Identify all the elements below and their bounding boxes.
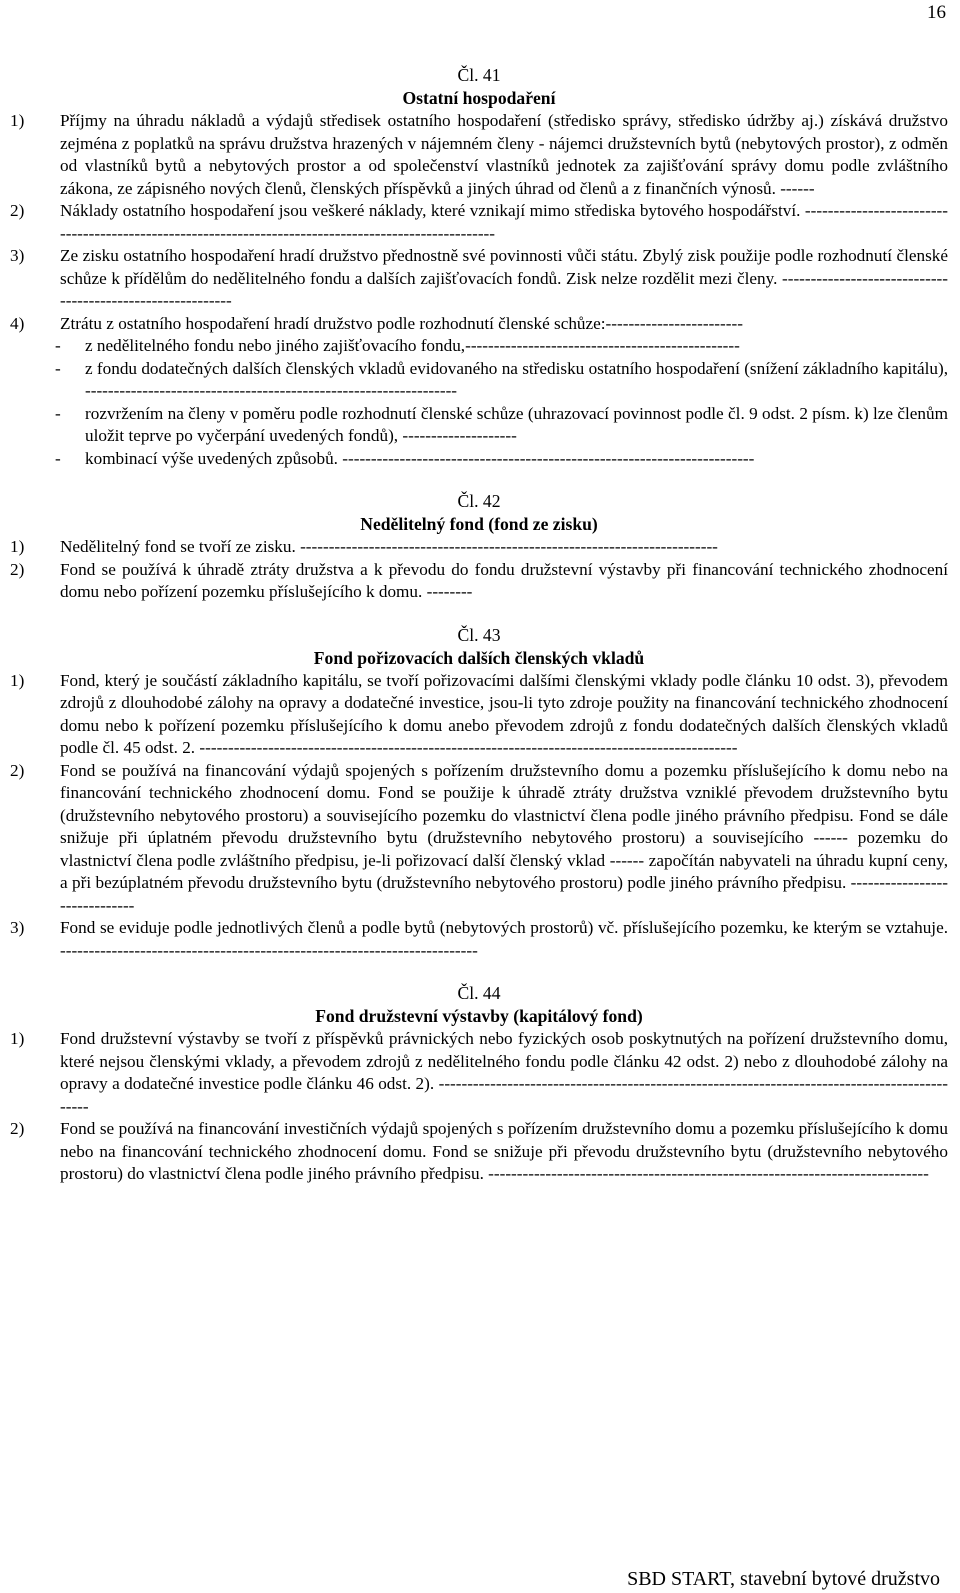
bullet-list [10, 335, 948, 470]
paragraph-number: 3) [10, 918, 25, 937]
paragraph-number: 1) [10, 111, 25, 130]
paragraph-text: Ze zisku ostatního hospodaření hradí družstvo přednostně své povinnosti vůči státu. Zbylý zisk použije podle rozhodnutí členské schůze k přídělům do nedělitelného fondu a dalších zajišťovacích fondů. Zisk nelze rozdělit mezi členy. ----------------------------------------------------------- [60, 246, 948, 310]
article-number: Čl. 43 [457, 624, 501, 645]
article-41 [10, 64, 948, 470]
article-43 [10, 624, 948, 963]
article-title: Fond pořizovacích dalších členských vkladů [313, 647, 645, 668]
list-item: - z fondu dodatečných dalších členských vkladů evidovaného na středisku ostatního hospodaření (snížení základního kapitálu), ----------------------------------------------------------------- [55, 358, 948, 400]
paragraph-text: Nedělitelný fond se tvoří ze zisku. ------------------------------------------------------------------------- [60, 537, 718, 556]
list-item: - kombinací výše uvedených způsobů. ------------------------------------------------------------------------ [55, 448, 755, 468]
paragraph [10, 200, 948, 245]
paragraph-text: Ztrátu z ostatního hospodaření hradí družstvo podle rozhodnutí členské schůze:------------------------ [60, 313, 743, 333]
paragraph-text: Fond se používá na financování výdajů spojených s pořízením družstevního domu a pozemku příslušejícího k domu nebo na financování technického zhodnocení domu. Fond se použije k úhradě ztráty družstva vzniklé převodem družstevního bytu (družstevního nebytového prostoru) a souvisejícího pozemku do vlastnictví člena podle jiného právního předpisu. Fond se dále snižuje při úplatném převodu družstevního bytu (družstevního nebytového prostoru) a souvisejícího ------ pozemku do vlastnictví člena podle zvláštního předpisu, je-li pořizovací další členský vklad ------ započítán nabyvateli na úhradu kupní ceny, a při bezúplatném převodu družstevního bytu (družstevního nebytového prostoru) podle jiného právního předpisu. ------------------------------ [60, 760, 948, 915]
document-body [10, 64, 948, 1186]
list-item-text: kombinací výše uvedených způsobů. ------------------------------------------------------------------------ [85, 448, 755, 468]
article-number: Čl. 42 [457, 491, 501, 511]
article-42 [10, 490, 948, 604]
paragraph [10, 110, 948, 200]
paragraph [10, 760, 948, 918]
paragraph [10, 1118, 948, 1186]
article-title: Nedělitelný fond (fond ze zisku) [360, 514, 598, 534]
paragraph [10, 313, 948, 336]
list-item: - rozvržením na členy v poměru podle rozhodnutí členské schůze (uhrazovací povinnost podle čl. 9 odst. 2 písm. k) lze členům uložit teprve po vyčerpání uvedených fondů), -------------------- [55, 403, 948, 445]
paragraph [10, 559, 948, 604]
article-number: Čl. 41 [457, 65, 501, 85]
paragraph-number: 2) [10, 201, 25, 220]
paragraph-text: Fond se eviduje podle jednotlivých členů a podle bytů (nebytových prostorů) vč. příslušejícího pozemku, ke kterým se vztahuje. ------------------------------------------------------------------------- [60, 918, 948, 960]
footer-text: SBD START, stavební bytové družstvo [627, 1568, 940, 1590]
paragraph-text: Fond družstevní výstavby se tvoří z příspěvků právnických nebo fyzických osob poskytnutých na pořízení družstevního domu, které nejsou členskými vklady, a převodem zdrojů z nedělitelného fondu podle článku 42 odst. 2) nebo z dlouhodobé zálohy na opravy a dodatečné investice podle článku 46 odst. 2). ---------------------------------------------------------------------------------------------- [60, 1029, 948, 1116]
paragraph-number: 3) [10, 246, 25, 265]
paragraph [10, 917, 948, 962]
paragraph-number: 2) [10, 760, 25, 780]
paragraph-number: 1) [10, 1029, 25, 1048]
list-item-text: rozvržením na členy v poměru podle rozhodnutí členské schůze (uhrazovací povinnost podle čl. 9 odst. 2 písm. k) lze členům uložit teprve po vyčerpání uvedených fondů), -------------------- [85, 403, 948, 445]
paragraph-number: 4) [10, 313, 25, 333]
paragraph-number: 2) [10, 559, 25, 579]
paragraph-text: Náklady ostatního hospodaření jsou veškeré náklady, které vznikají mimo střediska bytového hospodářství. ----------------------------------------------------------------------------------------------------- [60, 201, 948, 243]
article-title: Ostatní hospodaření [402, 88, 556, 108]
paragraph-text: Fond, který je součástí základního kapitálu, se tvoří pořizovacími dalšími členskými vklady podle článku 10 odst. 3), převodem zdrojů z dlouhodobé zálohy na opravy a dodatečné investice, jsou-li tyto zdroje použity na financování technického zhodnocení domu nebo k pořízení pozemku příslušejícího k domu anebo převodem zdrojů z fondu dodatečných dalších členských vkladů podle čl. 45 odst. 2. ---------------------------------------------------------------------------------------------- [60, 670, 948, 757]
paragraph-text: Fond se používá na financování investičních výdajů spojených s pořízením družstevního domu a pozemku příslušejícího k domu nebo na financování technického zhodnocení domu. Fond se snižuje při převodu družstevního bytu (družstevního nebytového prostoru) do vlastnictví člena podle jiného právního předpisu. ----------------------------------------------------------------------------- [60, 1119, 948, 1183]
paragraph [10, 670, 948, 760]
paragraph-number: 2) [10, 1119, 25, 1138]
article-number: Čl. 44 [457, 983, 501, 1003]
list-item: - z nedělitelného fondu nebo jiného zajišťovacího fondu,------------------------------------------------ [55, 336, 740, 355]
paragraph [10, 1028, 948, 1118]
paragraph-text: Fond se používá k úhradě ztráty družstva a k převodu do fondu družstevní výstavby při financování technického zhodnocení domu nebo pořízení pozemku příslušejícího k domu. -------- [60, 559, 948, 601]
paragraph [10, 536, 948, 559]
paragraph-text: Příjmy na úhradu nákladů a výdajů středisek ostatního hospodaření (středisko správy, středisko údržby aj.) získává družstvo zejména z poplatků na správu družstva hrazených v nájemném členy - nájemci družstevních bytů (nebytových prostor), z odměn od vlastníků bytů a nebytových prostor a od společenství vlastníků jednotek za zajišťování správy domu podle zvláštního zákona, ze zápisného nových členů, členských příspěvků a jiných úhrad od členů a z finančních výnosů. ------ [60, 111, 948, 198]
article-44 [10, 982, 948, 1186]
article-title: Fond družstevní výstavby (kapitálový fond) [315, 1006, 643, 1026]
paragraph-number: 1) [10, 537, 25, 556]
list-item-text: z nedělitelného fondu nebo jiného zajišťovacího fondu,------------------------------------------------ [85, 336, 740, 355]
list-item-text: z fondu dodatečných dalších členských vkladů evidovaného na středisku ostatního hospodaření (snížení základního kapitálu), ----------------------------------------------------------------- [85, 358, 948, 400]
paragraph-number: 1) [10, 670, 25, 690]
page-number: 16 [927, 2, 946, 23]
paragraph [10, 245, 948, 313]
